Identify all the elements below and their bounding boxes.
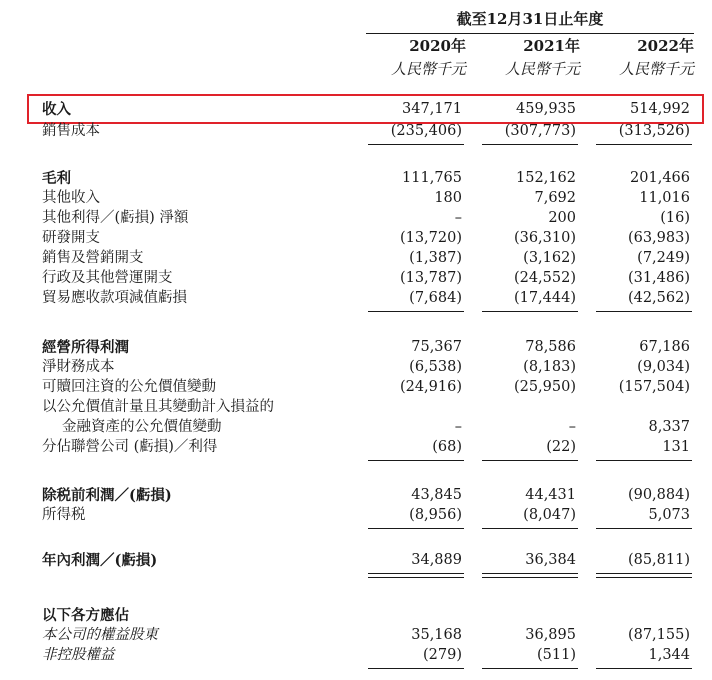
table-row — [0, 289, 712, 308]
row-label: 金融資產的公允價值變動 — [62, 419, 222, 435]
value-2020: (7,684) — [409, 290, 462, 306]
row-label: 行政及其他營運開支 — [42, 270, 173, 286]
row-label: 除税前利潤／(虧損) — [42, 487, 172, 504]
value-2020: (68) — [432, 439, 462, 455]
value-2020: (24,916) — [399, 379, 462, 395]
table-row — [0, 626, 712, 645]
value-2022: (42,562) — [627, 290, 690, 306]
table-row — [0, 551, 712, 570]
total-double-rule — [482, 573, 578, 578]
value-2021: (8,047) — [523, 507, 576, 523]
value-2021: (3,162) — [523, 250, 576, 266]
value-2021: 459,935 — [516, 101, 576, 117]
value-2021: 36,384 — [525, 552, 576, 568]
value-2021: 152,162 — [516, 170, 576, 186]
subtotal-rule — [596, 528, 692, 529]
value-2022: (85,811) — [627, 552, 690, 568]
value-2022: (31,486) — [627, 270, 690, 286]
value-2022: (157,504) — [618, 379, 690, 395]
row-label: 毛利 — [42, 170, 71, 187]
row-label: 收入 — [42, 101, 71, 118]
value-2020: (1,387) — [409, 250, 462, 266]
value-2022: (9,034) — [637, 359, 690, 375]
unit-label: 人民幣千元 — [390, 60, 466, 78]
value-2021: (36,310) — [513, 230, 576, 246]
subtotal-rule — [482, 528, 578, 529]
value-2021: (22) — [546, 439, 576, 455]
period-rule — [366, 33, 694, 34]
subtotal-rule — [482, 460, 578, 461]
row-label: 可贖回注資的公允價值變動 — [42, 379, 216, 395]
value-2022: 11,016 — [639, 190, 690, 206]
value-2022: 514,992 — [630, 101, 690, 117]
row-label: 分佔聯營公司 (虧損)／利得 — [42, 439, 218, 455]
subtotal-rule — [368, 311, 464, 312]
subtotal-rule — [596, 668, 692, 669]
table-row — [0, 398, 712, 417]
row-label: 其他收入 — [42, 190, 100, 206]
subtotal-rule — [482, 668, 578, 669]
table-row — [0, 438, 712, 457]
table-row — [0, 418, 712, 437]
table-row — [0, 358, 712, 377]
subtotal-rule — [368, 144, 464, 145]
subtotal-rule — [368, 460, 464, 461]
subtotal-rule — [596, 311, 692, 312]
value-2022: 8,337 — [648, 419, 690, 435]
value-2020: (279) — [423, 647, 462, 663]
table-row — [0, 122, 712, 141]
table-row — [0, 269, 712, 288]
table-row — [0, 606, 712, 625]
table-row — [0, 229, 712, 248]
period-title: 截至12月31日止年度 — [456, 10, 604, 28]
table-row — [0, 169, 712, 188]
year-2020-header: 2020年 — [409, 37, 466, 55]
value-2021: 36,895 — [525, 627, 576, 643]
subtotal-rule — [596, 460, 692, 461]
value-2021: 44,431 — [525, 487, 576, 503]
value-2021: (511) — [537, 647, 576, 663]
value-2020: 75,367 — [411, 339, 462, 355]
subtotal-rule — [368, 528, 464, 529]
row-label: 研發開支 — [42, 230, 100, 246]
row-label: 經營所得利潤 — [42, 339, 129, 356]
value-2020: – — [454, 210, 462, 226]
value-2022: 1,344 — [648, 647, 690, 663]
value-2020: 43,845 — [411, 487, 462, 503]
table-row — [0, 249, 712, 268]
table-row — [0, 189, 712, 208]
value-2021: (25,950) — [513, 379, 576, 395]
subtotal-rule — [596, 144, 692, 145]
value-2022: 5,073 — [648, 507, 690, 523]
value-2022: (63,983) — [627, 230, 690, 246]
row-label: 以公允價值計量且其變動計入損益的 — [42, 399, 274, 415]
value-2021: (24,552) — [513, 270, 576, 286]
row-label: 以下各方應佔 — [42, 607, 129, 624]
value-2022: 201,466 — [630, 170, 690, 186]
value-2021: (8,183) — [523, 359, 576, 375]
value-2020: (13,720) — [399, 230, 462, 246]
table-row — [0, 338, 712, 357]
value-2020: (235,406) — [390, 123, 462, 139]
row-label: 本公司的權益股東 — [42, 627, 158, 643]
year-2022-header: 2022年 — [637, 37, 694, 55]
value-2021: 78,586 — [525, 339, 576, 355]
value-2020: 180 — [434, 190, 462, 206]
value-2020: 347,171 — [402, 101, 462, 117]
row-label: 其他利得／(虧損) 淨額 — [42, 210, 189, 226]
row-label: 非控股權益 — [42, 647, 115, 663]
total-double-rule — [596, 573, 692, 578]
value-2022: (90,884) — [627, 487, 690, 503]
table-row — [0, 506, 712, 525]
total-double-rule — [368, 573, 464, 578]
unit-label: 人民幣千元 — [504, 60, 580, 78]
value-2020: (6,538) — [409, 359, 462, 375]
value-2022: (87,155) — [627, 627, 690, 643]
value-2020: 35,168 — [411, 627, 462, 643]
table-row — [0, 486, 712, 505]
value-2020: 111,765 — [402, 170, 462, 186]
subtotal-rule — [368, 668, 464, 669]
value-2022: (16) — [660, 210, 690, 226]
row-label: 貿易應收款項減值虧損 — [42, 290, 187, 306]
value-2021: (307,773) — [504, 123, 576, 139]
row-label: 淨財務成本 — [42, 359, 115, 375]
table-row — [0, 646, 712, 665]
unit-label: 人民幣千元 — [618, 60, 694, 78]
value-2021: – — [568, 419, 576, 435]
value-2021: 7,692 — [534, 190, 576, 206]
table-row — [0, 209, 712, 228]
table-row — [0, 378, 712, 397]
value-2022: (313,526) — [618, 123, 690, 139]
row-label: 銷售成本 — [42, 123, 100, 139]
subtotal-rule — [482, 311, 578, 312]
value-2022: 131 — [662, 439, 690, 455]
row-label: 所得税 — [42, 507, 86, 523]
value-2021: (17,444) — [513, 290, 576, 306]
value-2020: (13,787) — [399, 270, 462, 286]
value-2020: 34,889 — [411, 552, 462, 568]
row-label: 銷售及營銷開支 — [42, 250, 144, 266]
row-label: 年內利潤／(虧損) — [42, 552, 158, 569]
value-2021: 200 — [548, 210, 576, 226]
value-2020: (8,956) — [409, 507, 462, 523]
value-2022: 67,186 — [639, 339, 690, 355]
value-2022: (7,249) — [637, 250, 690, 266]
subtotal-rule — [482, 144, 578, 145]
year-2021-header: 2021年 — [523, 37, 580, 55]
value-2020: – — [454, 419, 462, 435]
table-row — [0, 100, 712, 119]
